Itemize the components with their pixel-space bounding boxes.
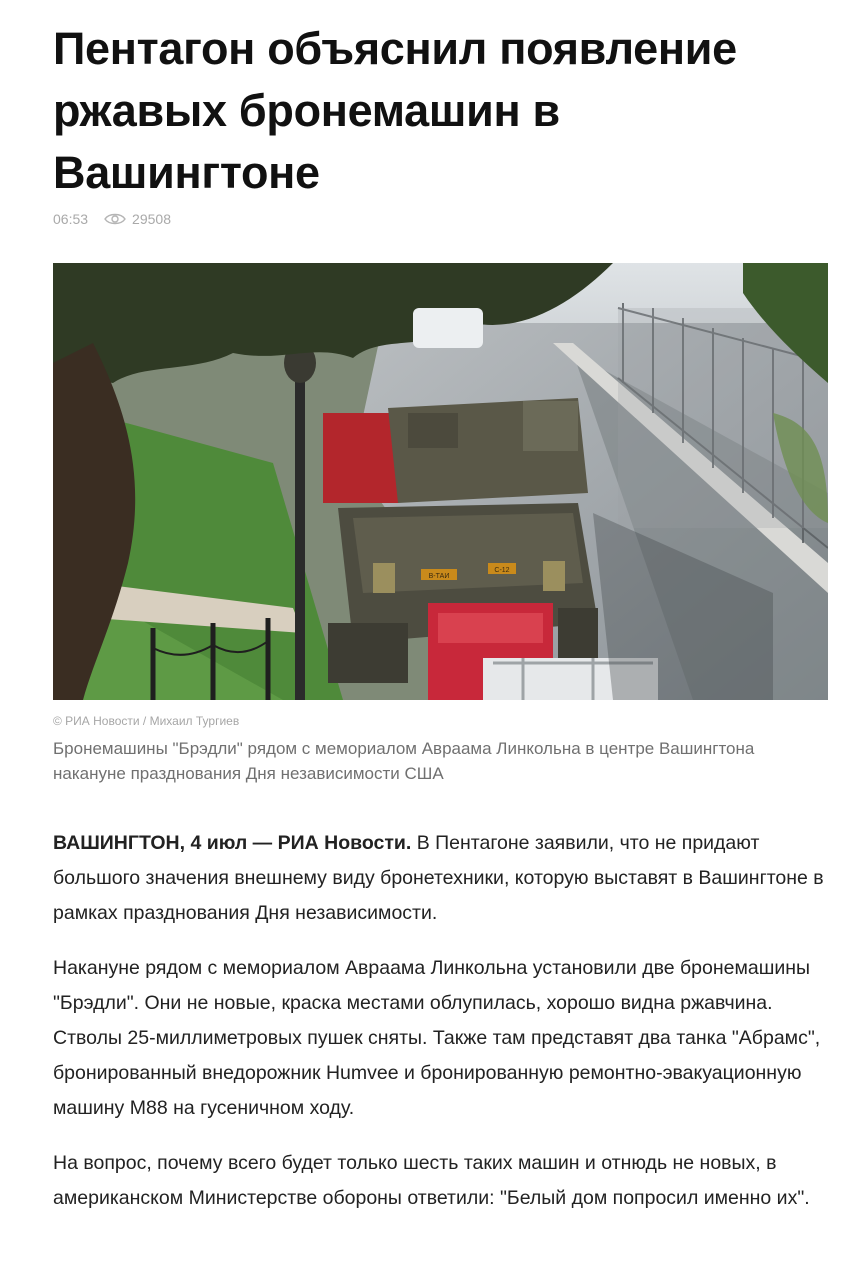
article-paragraph-3: На вопрос, почему всего будет только шесть таких машин и отнюдь не новых, в американском Министерстве обороны ответили: "Белый дом попросил именно их". (53, 1152, 810, 1209)
paragraph-text: В Пентагоне заявили, что не придают большого значения внешнему виду бронетехники, которую выставят в Вашингтоне в рамках празднования Дня независимости. (53, 832, 824, 924)
photo-caption: Бронемашины "Брэдли" рядом с мемориалом Авраама Линкольна в центре Вашингтона накануне празднования Дня независимости США (53, 739, 755, 783)
eye-icon (104, 212, 126, 226)
article-meta (53, 210, 171, 228)
article-title: Пентагон объяснил появление ржавых бронемашин в Вашингтоне (53, 23, 737, 198)
plate-right: С-12 (494, 567, 510, 574)
view-count (104, 211, 171, 227)
article-body (53, 826, 828, 1236)
photo-credit: © РИА Новости / Михаил Тургиев (53, 714, 240, 728)
article-paragraph-2: Накануне рядом с мемориалом Авраама Линкольна установили две бронемашины "Брэдли". Они не новые, краска местами облупилась, хорошо видна ржавчина. Стволы 25-миллиметровых пушек сняты. Также там представят два танка "Абрамс", бронированный внедорожник Humvee и бронированную ремонтно-эвакуационную машину М88 на гусеничном ходу. (53, 957, 821, 1119)
view-count-value: 29508 (132, 211, 171, 227)
publish-time: 06:53 (53, 211, 89, 227)
plate-left: В-ТАИ (428, 573, 450, 580)
photo-illustration (53, 263, 828, 700)
dateline: ВАШИНГТОН, 4 июл — РИА Новости. (53, 832, 412, 854)
article-photo[interactable] (53, 263, 828, 700)
article-paragraph-1 (53, 826, 828, 931)
